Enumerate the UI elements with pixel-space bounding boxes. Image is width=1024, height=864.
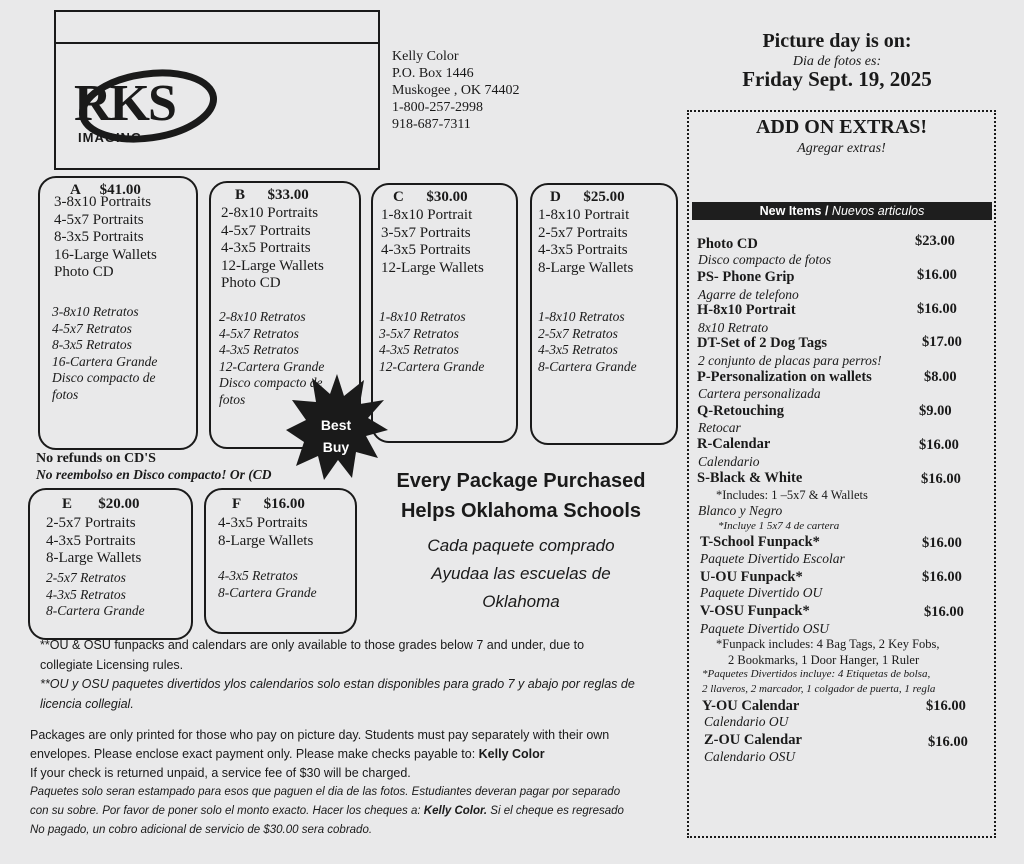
package-item-es: fotos [219,391,246,407]
extra-item-name: Y-OU Calendar [702,698,800,714]
extra-item-es: Paquete Divertido OSU [700,621,829,636]
package-item: 4-5x7 Portraits [54,211,144,228]
package-item-es: 2-8x10 Retratos [219,309,306,324]
package-items-es [218,568,317,601]
package-f-header [232,496,305,513]
bw-includes-note: *Includes: 1 –5x7 & 4 Wallets [716,488,868,502]
package-item: 8-Large Wallets [218,532,314,549]
package-item: 3-5x7 Portraits [381,224,471,241]
package-items [54,194,157,282]
extra-item-name: Q-Retouching [697,403,784,419]
extra-item-name: PS- Phone Grip [697,269,795,285]
package-c [371,183,518,443]
extra-item-price: $17.00 [922,334,962,350]
funpack-includes-note-es: 2 llaveros, 2 marcador, 1 colgador de puerta, 1 regla [702,683,936,695]
package-item-es: 16-Cartera Grande [52,353,158,369]
extra-item-price: $16.00 [926,698,966,714]
package-item-es: 8-Cartera Grande [46,603,145,618]
package-item-es: 2-5x7 Retratos [46,570,126,585]
extra-item-name: U-OU Funpack* [700,569,803,585]
package-item-es: 8-3x5 Retratos [52,337,132,352]
package-item-es: 4-3x5 Retratos [46,586,126,602]
extra-item-price: $16.00 [924,604,964,620]
extra-item-price: $16.00 [917,301,957,317]
extra-item-price: $16.00 [922,535,962,551]
package-item: 8-Large Wallets [46,550,142,566]
package-items [381,207,484,277]
payment-notes [30,726,670,840]
package-items-es [538,309,637,375]
extra-item-price: $16.00 [919,437,959,453]
package-item: 8-Large Wallets [538,259,634,276]
extra-item-name: Photo CD [697,236,758,252]
new-items-label: New Items / [759,204,829,218]
extra-item-name: R-Calendar [697,436,771,452]
funpack-notes [40,636,670,714]
extra-item-es: Agarre de telefono [698,287,799,302]
package-a [38,176,198,450]
note-line-es [30,802,670,821]
package-item: 4-3x5 Portraits [218,515,308,531]
promo-line: Every Package Purchased [396,470,646,492]
funpack-includes-note: *Funpack includes: 4 Bag Tags, 2 Key Fobs, [716,637,940,651]
extra-item-name: T-School Funpack* [700,534,820,550]
package-item: 2-8x10 Portraits [221,205,319,221]
package-item-es: 8-Cartera Grande [538,358,637,374]
package-item: Photo CD [221,275,281,291]
extra-item-es: Calendario OU [704,714,789,729]
package-item: 2-5x7 Portraits [46,515,136,531]
package-item: 4-5x7 Portraits [221,222,311,239]
extra-item-name: P-Personalization on wallets [697,369,872,385]
logo-text: RKS [74,75,175,132]
package-items-es [46,570,145,620]
extra-item-es: Calendario OSU [704,749,796,764]
promo-line-es: Oklahoma [482,592,560,611]
package-item-es: 8-Cartera Grande [218,584,317,600]
package-price: $20.00 [98,496,140,512]
package-item: 4-3x5 Portraits [538,242,628,258]
package-item-es: 12-Cartera Grande [219,358,325,374]
package-price: $25.00 [583,189,625,205]
address-line: P.O. Box 1446 [392,66,474,81]
package-item-es: 1-8x10 Retratos [379,309,466,324]
extra-item-price: $16.00 [917,267,957,283]
extra-item-name: S-Black & White [697,470,803,486]
new-items-bar [692,202,992,220]
promo-block [380,466,662,616]
package-item-es: Disco compacto de [52,370,156,385]
package-letter: C [393,189,404,205]
funpack-includes-note: 2 Bookmarks, 1 Door Hanger, 1 Ruler [728,653,920,667]
package-e [28,488,193,640]
extra-item-es: 8x10 Retrato [698,320,769,335]
package-item-es: 1-8x10 Retratos [538,309,625,324]
package-b-header [235,187,309,204]
package-items-es [52,304,157,403]
package-item-es: Disco compacto de [219,375,323,390]
package-letter: D [550,189,561,205]
extra-item-es: Paquete Divertido OU [700,585,823,600]
package-c-header [393,189,468,206]
note-line [30,745,670,764]
package-item: 4-3x5 Portraits [46,532,136,549]
no-refunds-notice-es: No reembolso en Disco compacto! Or (CD [36,467,272,482]
package-item: 12-Large Wallets [221,257,324,274]
note-line-es: licencia collegial. [40,696,134,711]
package-items-es [379,309,484,375]
logo-box-divider [56,42,378,44]
package-price: $41.00 [99,182,141,198]
package-item-es: 4-5x7 Retratos [219,325,299,341]
package-item-es: 2-5x7 Retratos [538,325,618,341]
promo-line-es: Ayudaa las escuelas de [431,564,611,583]
note-text: envelopes. Please enclose exact payment only. Please make checks payable to: [30,747,476,761]
extra-item-price: $8.00 [924,369,957,385]
package-items [218,515,313,550]
extra-item-price: $16.00 [922,569,962,585]
no-refunds-notice: No refunds on CD'S [36,451,156,466]
address-line: Kelly Color [392,49,459,64]
new-items-label-es: Nuevos articulos [831,204,925,218]
extra-item-es: 2 conjunto de placas para perros! [698,353,882,368]
package-e-header [62,496,140,513]
package-item-es: 4-3x5 Retratos [379,342,459,357]
logo-box [54,10,380,170]
package-item: 4-3x5 Portraits [381,242,471,258]
package-d-header [550,189,625,206]
extra-item-name: Z-OU Calendar [704,732,802,748]
extra-item-es: Cartera personalizada [698,386,821,401]
funpack-includes-note-es: *Paquetes Divertidos incluye: 4 Etiquetas de bolsa, [702,668,931,680]
extra-item-es: Disco compacto de fotos [698,252,832,267]
package-price: $16.00 [263,496,305,512]
picture-day-date: Friday Sept. 19, 2025 [742,67,932,91]
extra-item-es: Blanco y Negro [698,503,783,518]
package-item: 1-8x10 Portrait [538,207,630,223]
package-item-es: 4-3x5 Retratos [218,568,298,583]
package-item: 16-Large Wallets [54,246,157,263]
extras-title: ADD ON EXTRAS! [755,116,928,138]
note-line-es: Paquetes solo seran estampado para esos que paguen el dia de las fotos. Estudiantes deveran pagar por separado [30,786,621,798]
package-price: $30.00 [426,189,468,205]
note-line: Packages are only printed for those who pay on picture day. Students must pay separately with their own [30,728,610,742]
package-letter: E [62,496,73,512]
extra-item-name: V-OSU Funpack* [700,603,810,619]
package-item: 8-3x5 Portraits [54,229,144,245]
package-item-es: fotos [52,386,79,402]
phone-line: 918-687-7311 [392,117,471,132]
package-item: 2-5x7 Portraits [538,224,628,241]
payee-name: Kelly Color [478,747,545,761]
extra-item-name: DT-Set of 2 Dog Tags [697,335,827,351]
package-price: $33.00 [267,187,309,203]
package-item-es: 4-3x5 Retratos [538,342,618,357]
package-letter: F [232,496,242,512]
promo-line: Helps Oklahoma Schools [400,500,642,522]
note-line: If your check is returned unpaid, a service fee of $30 will be charged. [30,766,411,780]
package-items [538,207,633,277]
extra-item-name: H-8x10 Portrait [697,302,796,318]
package-items [221,205,324,293]
package-item-es: 3-8x10 Retratos [52,304,139,319]
note-line-es: No pagado, un cobro adicional de servicio de $30.00 sera cobrado. [30,824,373,836]
package-items [46,515,141,568]
extra-item-price: $9.00 [919,403,952,419]
note-text: Si el cheque es regresado [490,805,624,817]
package-item-es: 4-5x7 Retratos [52,320,132,336]
extra-item-es: Paquete Divertido Escolar [700,551,845,566]
package-letter: A [70,182,81,198]
package-item: 1-8x10 Portrait [381,207,473,223]
package-f [204,488,357,634]
package-d [530,183,678,445]
extra-item-price: $23.00 [915,233,955,249]
package-item-es: 3-5x7 Retratos [379,325,459,341]
note-line-es: **OU y OSU paquetes divertidos ylos calendarios solo estan disponibles para grado 7 y abajo por reglas de [40,677,635,691]
logo-subtext: IMAGING [78,130,143,145]
note-line: **OU & OSU funpacks and calendars are only available to those grades below 7 and under, due to [40,638,585,652]
extra-item-price: $16.00 [921,471,961,487]
picture-day-subtitle: Dia de fotos es: [792,54,882,69]
best-buy-label [306,414,366,458]
phone-line: 1-800-257-2998 [392,100,483,115]
promo-line-es: Cada paquete comprado [427,536,615,555]
picture-day-title: Picture day is on: [762,30,912,52]
package-item: Photo CD [54,264,114,280]
note-line: collegiate Licensing rules. [40,657,184,672]
package-letter: B [235,187,246,203]
payee-name: Kelly Color. [423,805,488,817]
package-item: 3-8x10 Portraits [54,194,152,210]
package-item-es: 4-3x5 Retratos [219,342,299,357]
note-text: con su sobre. Por favor de poner solo el monto exacto. Hacer los cheques a: [30,805,421,817]
company-address [392,48,520,133]
best-buy-line: Buy [322,439,350,455]
package-item: 12-Large Wallets [381,259,484,276]
address-line: Muskogee , OK 74402 [392,83,520,98]
extras-subtitle: Agregar extras! [797,141,886,156]
bw-includes-note-es: *Incluye 1 5x7 4 de cartera [718,520,840,532]
best-buy-line: Best [320,417,352,433]
extra-item-price: $16.00 [928,734,968,750]
package-item: 4-3x5 Portraits [221,240,311,256]
extra-item-es: Retocar [698,420,741,435]
package-item-es: 12-Cartera Grande [379,358,485,374]
extra-item-es: Calendario [698,454,760,469]
